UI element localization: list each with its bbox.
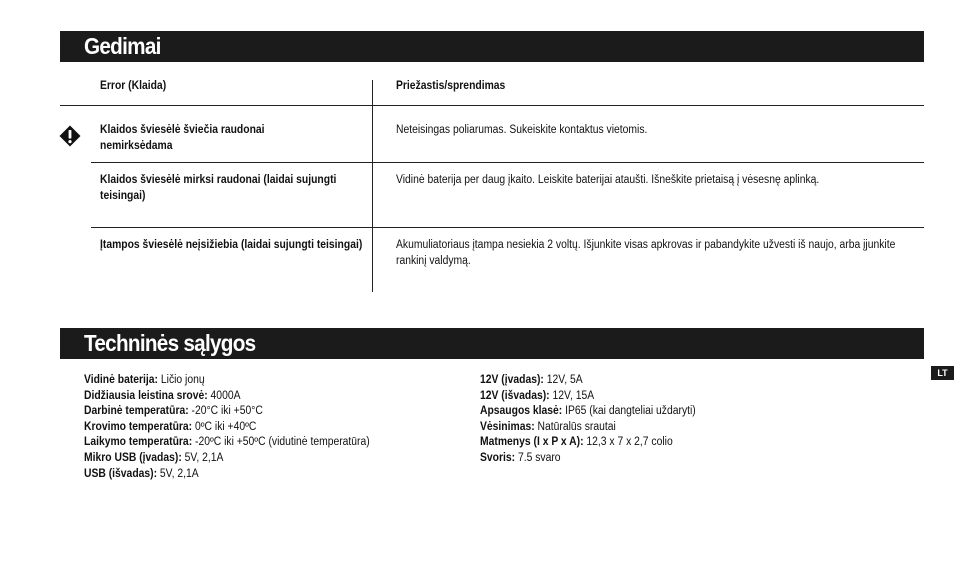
table-row-cause: Neteisingas poliarumas. Sukeiskite kontaktus vietomis. xyxy=(396,124,648,136)
table-header-cause: Priežastis/sprendimas xyxy=(396,80,506,92)
spec-item: Vidinė baterija: Ličio jonų xyxy=(84,374,205,386)
spec-item: Krovimo temperatūra: 0ºC iki +40ºC xyxy=(84,420,257,433)
table-header-error: Error (Klaida) xyxy=(100,80,167,92)
spec-item: Matmenys (I x P x A): 12,3 x 7 x 2,7 colio xyxy=(480,436,673,449)
table-header-divider xyxy=(60,105,924,106)
table-row-error: Klaidos šviesėlė mirksi raudonai (laidai sujungti teisingai) xyxy=(100,174,337,202)
specs-left-column xyxy=(84,373,370,482)
section-header-troubleshooting xyxy=(60,31,924,62)
spec-item: Apsaugos klasė: IP65 (kai dangteliai uždaryti) xyxy=(480,405,696,418)
spec-item: Mikro USB (įvadas): 5V, 2,1A xyxy=(84,451,224,464)
spec-item: Darbinė temperatūra: -20°C iki +50°C xyxy=(84,405,263,418)
table-row-error: Klaidos šviesėlė šviečia raudonai nemirksėdama xyxy=(100,124,265,152)
warning-icon xyxy=(58,124,82,148)
table-row-divider xyxy=(91,227,924,228)
spec-item: 12V (išvadas): 12V, 15A xyxy=(480,389,595,402)
table-row-cause: Vidinė baterija per daug įkaito. Leiskite baterijai ataušti. Išneškite prietaisą į vėsesnę aplinką. xyxy=(396,174,820,186)
table-row-divider xyxy=(91,162,924,163)
specs-right-column xyxy=(480,373,696,467)
table-column-divider xyxy=(372,80,373,292)
section-title: Gedimai xyxy=(84,33,161,59)
spec-item: 12V (įvadas): 12V, 5A xyxy=(480,374,583,386)
section-header-specifications xyxy=(60,328,924,359)
section-title: Techninės sąlygos xyxy=(84,330,256,356)
spec-item: Vėsinimas: Natūralūs srautai xyxy=(480,420,616,433)
language-tab: LT xyxy=(931,366,954,380)
spec-item: USB (išvadas): 5V, 2,1A xyxy=(84,467,199,480)
spec-item: Laikymo temperatūra: -20ºC iki +50ºC (vidutinė temperatūra) xyxy=(84,436,370,449)
spec-item: Didžiausia leistina srovė: 4000A xyxy=(84,389,241,402)
table-row-cause: Akumuliatoriaus įtampa nesiekia 2 voltų. Išjunkite visas apkrovas ir pabandykite užvesti iš naujo, arba įjunkite rankinį valdymą. xyxy=(396,239,896,267)
table-row-error: Įtampos šviesėlė neįsižiebia (laidai sujungti teisingai) xyxy=(100,239,363,251)
spec-item: Svoris: 7.5 svaro xyxy=(480,451,561,464)
